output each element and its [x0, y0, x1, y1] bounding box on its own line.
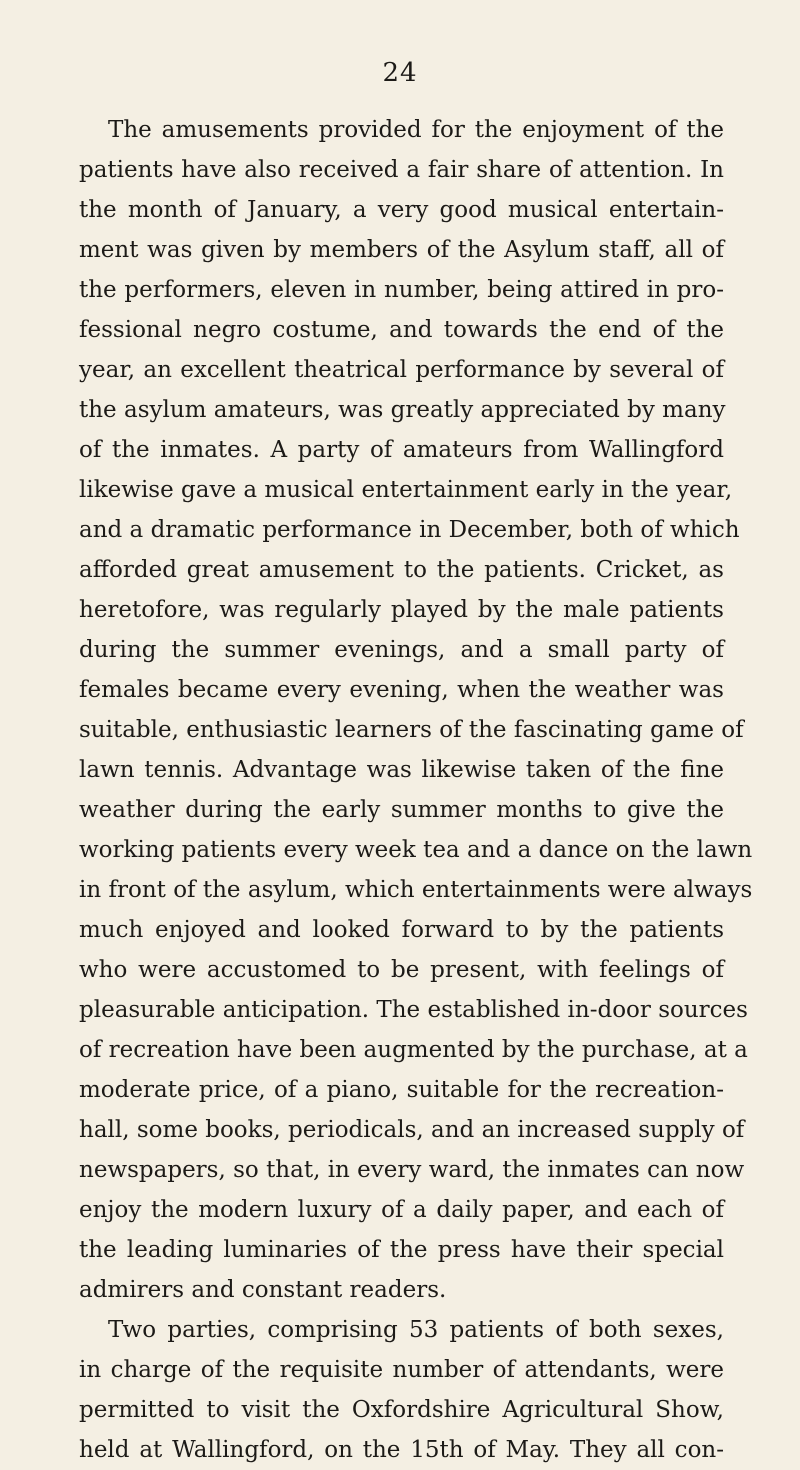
text-line: of the inmates. A party of amateurs from Wallingford: [79, 437, 724, 463]
page-number: 24: [382, 58, 418, 88]
text-line: ment was given by members of the Asylum staff, all of: [79, 237, 724, 263]
text-line: in charge of the requisite number of attendants, were: [79, 1357, 724, 1383]
text-line: moderate price, of a piano, suitable for the recreation-: [79, 1077, 724, 1103]
text-line: admirers and constant readers.: [79, 1277, 447, 1303]
text-line: pleasurable anticipation. The established in-door sources: [79, 997, 748, 1023]
text-line: the leading luminaries of the press have their special: [79, 1237, 724, 1263]
text-line: the month of January, a very good musical entertain-: [79, 197, 724, 223]
text-line: and a dramatic performance in December, both of which: [79, 517, 740, 543]
text-line: females became every evening, when the weather was: [79, 677, 724, 703]
text-line: heretofore, was regularly played by the male patients: [79, 597, 724, 623]
text-line: working patients every week tea and a dance on the lawn: [79, 837, 753, 863]
text-line: likewise gave a musical entertainment early in the year,: [79, 477, 733, 503]
text-line: The amusements provided for the enjoyment of the: [108, 117, 724, 143]
text-line: year, an excellent theatrical performance by several of: [79, 357, 724, 383]
text-line: the performers, eleven in number, being attired in pro-: [79, 277, 724, 303]
body-text: [79, 110, 753, 1470]
text-line: Two parties, comprising 53 patients of both sexes,: [108, 1317, 724, 1343]
paragraph-amusements: [79, 110, 753, 1310]
text-line: held at Wallingford, on the 15th of May. They all con-: [79, 1437, 724, 1463]
text-line: during the summer evenings, and a small party of: [79, 637, 724, 663]
text-line: newspapers, so that, in every ward, the inmates can now: [79, 1157, 745, 1183]
text-line: fessional negro costume, and towards the end of the: [79, 317, 724, 343]
text-line: afforded great amusement to the patients. Cricket, as: [79, 557, 724, 583]
text-line: the asylum amateurs, was greatly appreciated by many: [79, 397, 726, 423]
text-line: enjoy the modern luxury of a daily paper, and each of: [79, 1197, 724, 1223]
text-line: permitted to visit the Oxfordshire Agricultural Show,: [79, 1397, 724, 1423]
text-line: of recreation have been augmented by the purchase, at a: [79, 1037, 748, 1063]
text-line: hall, some books, periodicals, and an increased supply of: [79, 1117, 745, 1143]
text-line: who were accustomed to be present, with feelings of: [79, 957, 724, 983]
text-line: much enjoyed and looked forward to by the patients: [79, 917, 724, 943]
text-line: weather during the early summer months to give the: [79, 797, 724, 823]
text-line: lawn tennis. Advantage was likewise taken of the fine: [79, 757, 724, 783]
text-line: suitable, enthusiastic learners of the fascinating game of: [79, 717, 744, 743]
text-line: patients have also received a fair share of attention. In: [79, 157, 724, 183]
text-line: in front of the asylum, which entertainments were always: [79, 877, 753, 903]
paragraph-agricultural-show: [79, 1310, 724, 1470]
